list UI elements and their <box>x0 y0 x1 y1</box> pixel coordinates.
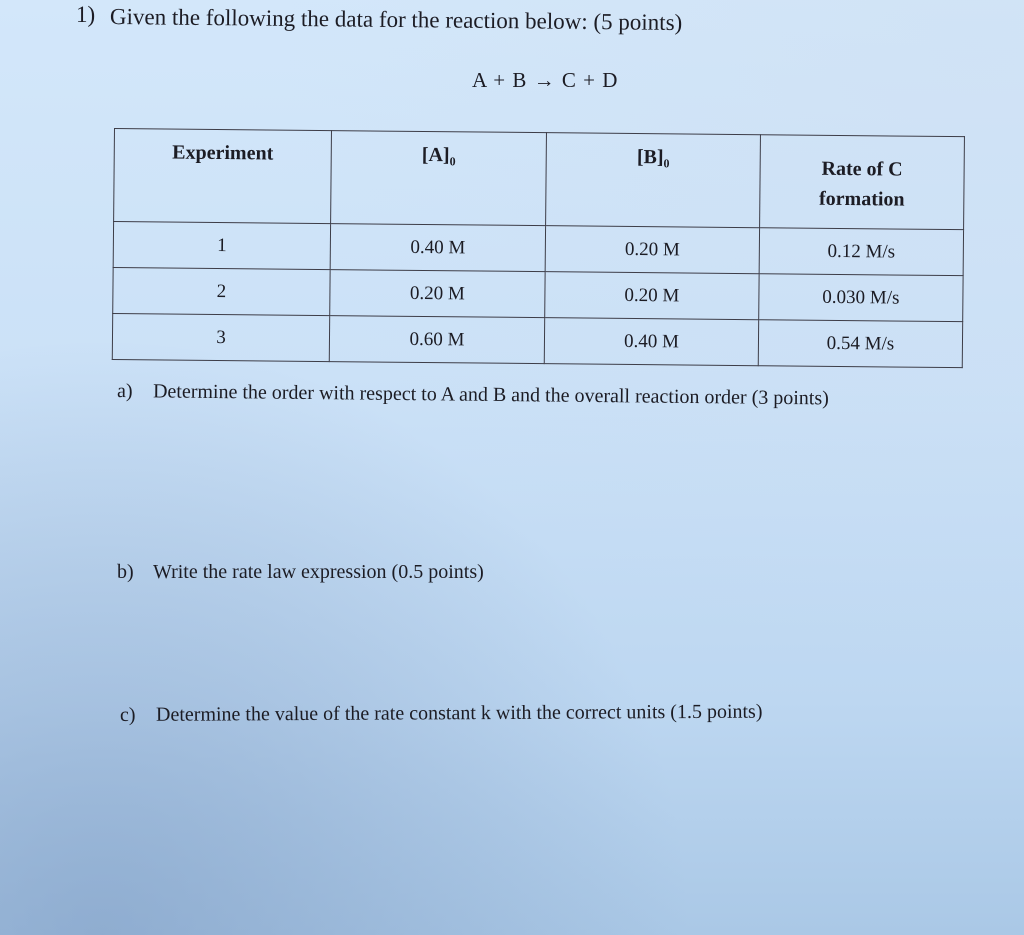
part-a-text: Determine the order with respect to A and B and the overall reaction order (3 points) <box>152 380 829 410</box>
cell-a-conc: 0.20 M <box>330 270 545 318</box>
header-rate <box>760 135 965 230</box>
header-a-initial: [A]₀ <box>331 131 547 226</box>
part-b-letter: b) <box>117 561 134 583</box>
table-row <box>113 222 963 276</box>
table-row <box>112 313 962 367</box>
cell-experiment: 2 <box>113 267 330 315</box>
part-b <box>117 561 484 584</box>
cell-b-conc: 0.40 M <box>544 318 758 366</box>
part-b-text: Write the rate law expression (0.5 points) <box>153 561 484 583</box>
cell-b-conc: 0.20 M <box>545 226 759 274</box>
header-b-initial: [B]₀ <box>546 133 761 228</box>
reaction-equation: A + B → C + D <box>472 68 619 92</box>
header-rate-line1: Rate of C <box>821 157 903 181</box>
question-number: 1) <box>76 2 96 27</box>
cell-b-conc: 0.20 M <box>545 272 759 320</box>
part-a <box>117 380 829 410</box>
table-row <box>113 267 963 321</box>
cell-a-conc: 0.60 M <box>329 316 544 364</box>
question-title: Given the following the data for the reaction below: (5 points) <box>109 4 683 35</box>
cell-rate: 0.54 M/s <box>758 320 962 368</box>
cell-a-conc: 0.40 M <box>330 224 545 272</box>
part-c <box>120 701 763 727</box>
part-c-text: Determine the value of the rate constant k with the correct units (1.5 points) <box>155 700 763 726</box>
cell-experiment: 1 <box>113 222 330 270</box>
kinetics-data-table <box>112 128 965 368</box>
kinetics-table-container <box>112 128 965 368</box>
header-experiment: Experiment <box>114 129 332 224</box>
cell-rate: 0.12 M/s <box>759 228 963 276</box>
cell-rate: 0.030 M/s <box>759 274 963 322</box>
table-header-row <box>114 129 965 230</box>
part-a-letter: a) <box>116 380 133 403</box>
part-c-letter: c) <box>119 703 136 726</box>
header-rate-line2: formation <box>818 187 905 211</box>
cell-experiment: 3 <box>112 313 329 361</box>
